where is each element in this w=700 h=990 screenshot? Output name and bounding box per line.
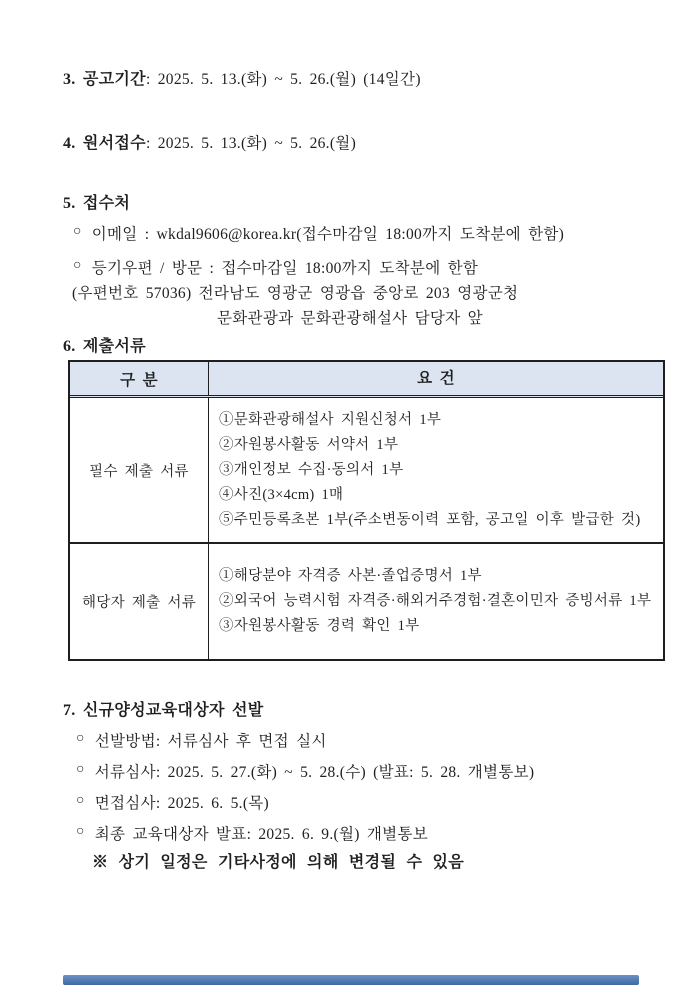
circle-bullet-icon: ○ [76,793,85,808]
circle-bullet-icon: ○ [76,762,85,777]
section-3-announcement-period [63,66,421,89]
footer-bar [63,975,639,985]
section-4-application-period [63,130,356,153]
doc-item: ②외국어 능력시험 자격증·해외거주경험·결혼이민자 증빙서류 1부 [219,593,652,609]
table-row-required-documents [70,398,663,542]
table-header-category: 구 분 [70,362,209,395]
document-screening-item [76,760,534,782]
doc-item: ①해당분야 자격증 사본·졸업증명서 1부 [219,568,482,584]
doc-item: ③자원봉사활동 경력 확인 1부 [219,618,420,634]
doc-item: ⑤주민등록초본 1부(주소변동이력 포함, 공고일 이후 발급한 것) [219,511,641,528]
final-announcement-item [76,822,428,844]
section-3-label: 3. 공고기간 [63,71,146,88]
interview-text: 면접심사: 2025. 6. 5.(목) [94,795,270,812]
doc-item: ④사진(3×4cm) 1매 [219,486,344,503]
circle-bullet-icon: ○ [73,224,82,239]
final-announcement-text: 최종 교육대상자 발표: 2025. 6. 9.(월) 개별통보 [94,826,428,843]
selection-method-item [76,729,327,751]
submission-documents-table [68,360,665,661]
doc-item: ③개인정보 수집·동의서 1부 [219,461,404,478]
mail-visit-item [73,256,478,278]
address-line-1: (우편번호 57036) 전라남도 영광군 영광읍 중앙로 203 영광군청 [72,285,519,302]
selection-method-text: 선발방법: 서류심사 후 면접 실시 [94,733,327,750]
email-text: 이메일 : wkdal9606@korea.kr(접수마감일 18:00까지 도착분에 한함) [91,226,565,243]
table-header-row [70,362,663,398]
requirement-cell [209,398,663,542]
category-cell: 필수 제출 서류 [70,398,209,542]
mail-visit-text: 등기우편 / 방문 : 접수마감일 18:00까지 도착분에 한함 [91,260,479,277]
circle-bullet-icon: ○ [76,731,85,746]
circle-bullet-icon: ○ [76,824,85,839]
section-6-label: 6. 제출서류 [63,338,146,355]
section-5-label: 5. 접수처 [63,195,131,212]
section-3-value: : 2025. 5. 13.(화) ~ 5. 26.(월) (14일간) [145,71,421,88]
address-line-2: 문화관광과 문화관광해설사 담당자 앞 [217,310,483,327]
table-header-requirement: 요 건 [417,370,455,387]
interview-item [76,791,269,813]
schedule-change-note: ※ 상기 일정은 기타사정에 의해 변경될 수 있음 [92,854,465,871]
category-cell: 해당자 제출 서류 [70,544,209,659]
email-item [73,222,564,244]
document-screening-text: 서류심사: 2025. 5. 27.(화) ~ 5. 28.(수) (발표: 5. 28. 개별통보) [94,764,535,781]
doc-item: ②자원봉사활동 서약서 1부 [219,436,399,453]
doc-item: ①문화관광해설사 지원신청서 1부 [219,411,442,428]
requirement-cell [209,544,663,659]
section-7-label: 7. 신규양성교육대상자 선발 [63,702,264,719]
section-4-value: : 2025. 5. 13.(화) ~ 5. 26.(월) [145,135,357,152]
table-row-applicable-documents [70,542,663,659]
circle-bullet-icon: ○ [73,258,82,273]
section-4-label: 4. 원서접수 [63,135,146,152]
